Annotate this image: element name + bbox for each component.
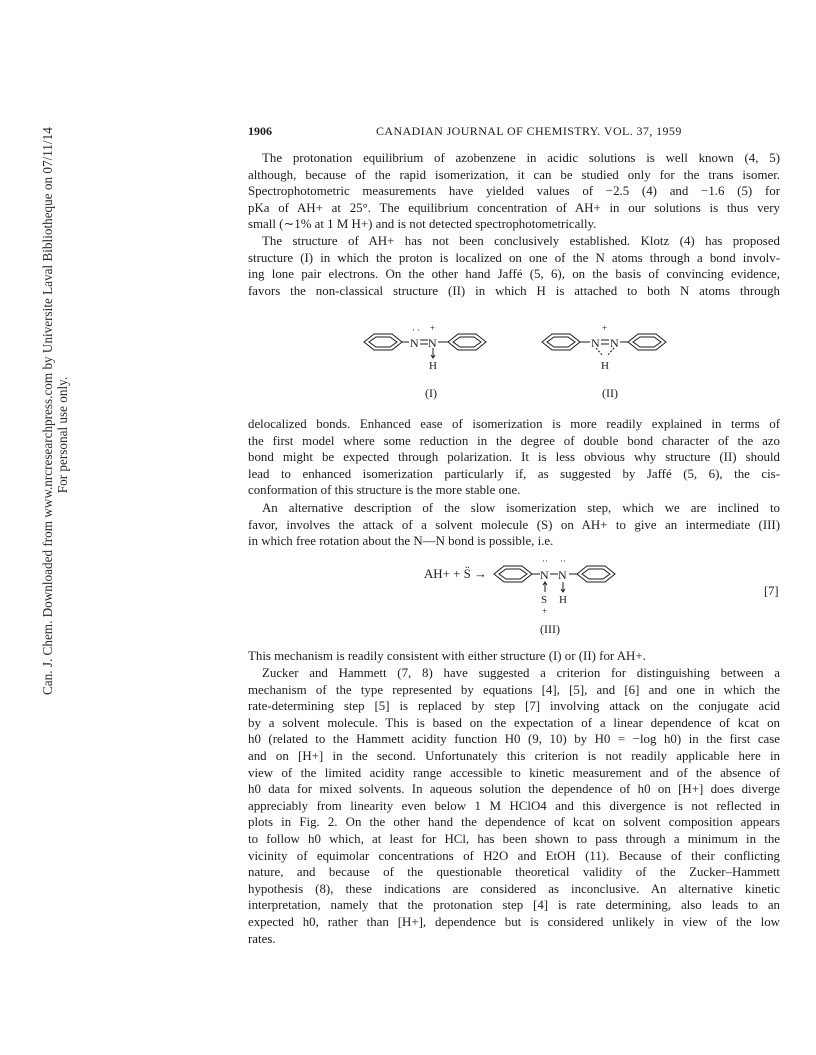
structure-I xyxy=(362,320,502,380)
paragraph-1 xyxy=(248,150,780,233)
paragraph-6 xyxy=(248,665,780,947)
atom-s: S xyxy=(541,594,548,606)
running-header xyxy=(248,124,780,140)
atom-h: H xyxy=(559,594,567,606)
text-line: This mechanism is readily consistent with either structure (I) or (II) for AH+. xyxy=(248,649,646,663)
text-line: although, because of the rapid isomerization, it can be studied only for the trans isomer. xyxy=(248,167,780,182)
text-line: small (∼1% at 1 M H+) and is not detected spectrophotometrically. xyxy=(248,217,597,232)
text-line: the first model where some reduction in the degree of double bond character of the azo xyxy=(248,433,780,448)
text-line: rates. xyxy=(248,931,276,946)
text-line: h0 (related to the Hammett acidity function H0 (9, 10) by H0 = −log h0) in the first case xyxy=(248,732,780,747)
atom-h: H xyxy=(601,360,609,372)
paragraph-2 xyxy=(248,233,780,299)
structure-II-label: (II) xyxy=(602,386,618,400)
download-notice-line-1: Can. J. Chem. Downloaded from www.nrcresearchpress.com by Universite Laval Bibliotheque on 07/11/14 xyxy=(40,127,55,695)
svg-text:· ·: · · xyxy=(412,325,421,335)
text-line: The protonation equilibrium of azobenzene in acidic solutions is well known (4, 5) xyxy=(262,151,780,165)
text-line: ing lone pair electrons. On the other hand Jaffé (5, 6), on the basis of convincing evidence, xyxy=(248,267,780,282)
charge-plus: + xyxy=(542,606,548,616)
paragraph-3 xyxy=(248,416,780,499)
text-line: Spectrophotometric measurements have yielded values of −2.5 (4) and −1.6 (5) for xyxy=(248,184,780,199)
text-line: vicinity of equimolar concentrations of H2O and EtOH (11). Because of their conflicting xyxy=(248,848,780,863)
atom-n-1: N xyxy=(410,336,419,350)
text-line: An alternative description of the slow isomerization step, which we are inclined to xyxy=(262,501,780,515)
download-notice xyxy=(40,127,70,695)
text-line: rate-determining step [5] is replaced by step [7] involving attack on the conjugate acid xyxy=(248,699,780,714)
atom-n-2: N xyxy=(610,336,619,350)
equation-number: [7] xyxy=(764,584,779,598)
text-line: expected h0, rather than [H+], dependence but is considered unlikely in view of the low xyxy=(248,914,780,929)
charge-plus: + xyxy=(602,323,608,333)
paragraph-5 xyxy=(248,648,780,665)
equation-lhs: AH+ + S̈ → xyxy=(424,567,487,581)
text-line: lead to enhanced isomerization particularly if, as suggested by Jaffé (5, 6), the cis- xyxy=(248,466,780,481)
atom-n-2: N xyxy=(428,336,437,350)
page-number: 1906 xyxy=(248,124,272,138)
text-line: The structure of AH+ has not been conclusively established. Klotz (4) has proposed xyxy=(262,234,780,248)
text-line: by a solvent molecule. This is based on the expectation of a linear dependence of kcat on xyxy=(248,715,780,730)
text-line: and on [H+] in the second. Unfortunately this criterion is not readily applicable here in xyxy=(248,748,780,763)
download-notice-line-2: For personal use only. xyxy=(55,376,70,494)
text-line: appreciably from linearity even below 1 M HClO4 and this divergence is not reflected in xyxy=(248,798,780,813)
atom-n-1: N xyxy=(591,336,600,350)
structure-I-label: (I) xyxy=(425,386,437,400)
text-line: view of the limited acidity range accessible to kinetic measurement and of the absence of xyxy=(248,765,780,780)
structure-III-label: (III) xyxy=(540,622,560,636)
text-line: nature, and because of the questionable theoretical validity of the Zucker–Hammett xyxy=(248,865,780,880)
paragraph-4 xyxy=(248,500,780,550)
text-line: bond might be expected through polarization. It is less obvious why structure (II) should xyxy=(248,450,780,465)
atom-h: H xyxy=(429,360,437,372)
svg-text:··: ·· xyxy=(542,556,548,566)
text-line: favor, involves the attack of a solvent molecule (S) on AH+ to give an intermediate (III) xyxy=(248,517,780,532)
text-line: interpretation, namely that the protonation step [4] is rate determining, also leads to an xyxy=(248,898,780,913)
text-line: plots in Fig. 2. On the other hand the dependence of kcat on solvent composition appears xyxy=(248,815,780,830)
text-line: in which free rotation about the N—N bond is possible, i.e. xyxy=(248,534,554,549)
structure-III xyxy=(492,556,632,623)
charge-plus: + xyxy=(430,323,436,333)
running-title: CANADIAN JOURNAL OF CHEMISTRY. VOL. 37, 1959 xyxy=(376,124,682,138)
text-line: delocalized bonds. Enhanced ease of isomerization is more readily explained in terms of xyxy=(248,417,780,431)
structure-II xyxy=(540,320,680,380)
text-line: favors the non-classical structure (II) in which H is attached to both N atoms through xyxy=(248,283,780,298)
atom-n-2: N xyxy=(558,568,567,582)
text-line: to follow h0 which, at least for HCl, has been shown to pass through a minimum in the xyxy=(248,831,780,846)
svg-text:··: ·· xyxy=(560,556,566,566)
text-line: pKa of AH+ at 25°. The equilibrium concentration of AH+ in our solutions is thus very xyxy=(248,200,780,215)
text-line: structure (I) in which the proton is localized on one of the N atoms through a bond involv- xyxy=(248,250,780,265)
text-line: conformation of this structure is the more stable one. xyxy=(248,483,521,498)
atom-n-1: N xyxy=(540,568,549,582)
text-line: hypothesis (8), these indications are considered as inconclusive. An alternative kinetic xyxy=(248,881,780,896)
text-line: mechanism of the type represented by equations [4], [5], and [6] and one in which the xyxy=(248,682,780,697)
text-line: h0 data for mixed solvents. In aqueous solution the dependence of h0 on [H+] does diverge xyxy=(248,782,780,797)
text-line: Zucker and Hammett (7, 8) have suggested a criterion for distinguishing between a xyxy=(262,666,780,680)
